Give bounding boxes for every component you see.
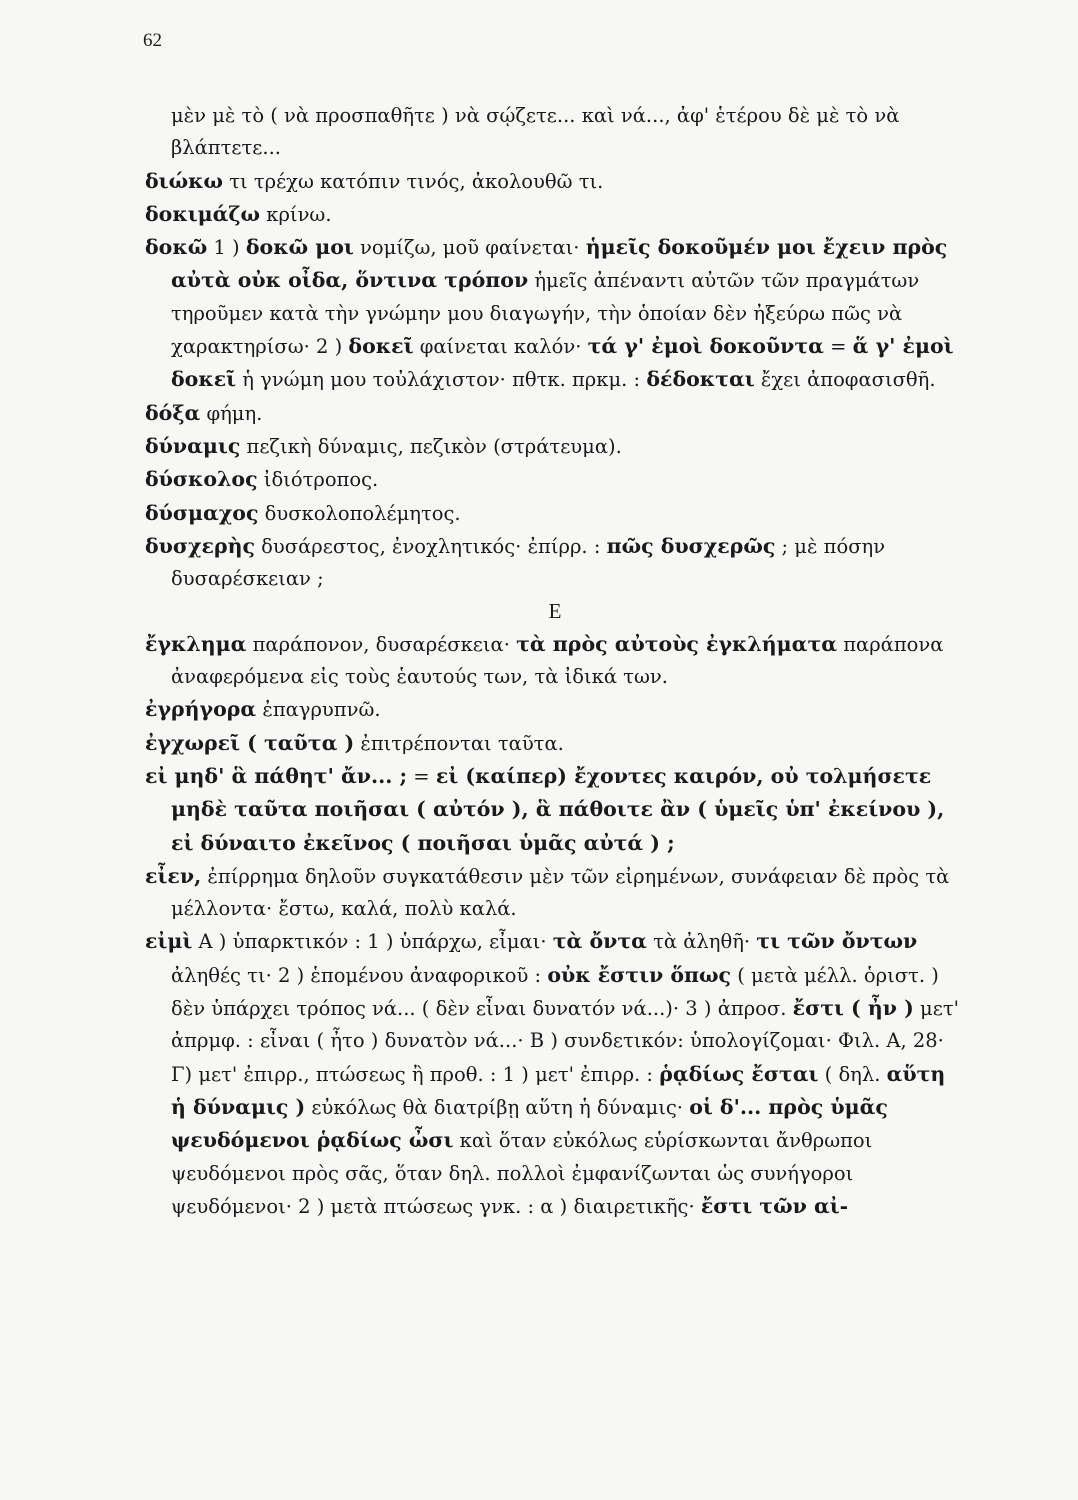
entry-headword: τά γ' ἐμοὶ δοκοῦντα xyxy=(587,334,824,359)
entry-text: κρίνω. xyxy=(260,202,332,226)
section-letter: Ε xyxy=(548,599,562,624)
dictionary-entry xyxy=(145,628,965,694)
dictionary-entries xyxy=(145,100,965,1223)
dictionary-entry xyxy=(145,430,965,463)
dictionary-entry xyxy=(145,693,965,726)
entry-text: δυσκολοπολέμητος. xyxy=(258,501,461,525)
dictionary-entry xyxy=(145,165,965,198)
entry-text: ἐπιτρέπονται ταῦτα. xyxy=(354,731,564,755)
entry-headword: δέδοκται xyxy=(646,367,755,392)
entry-headword: ἐγχωρεῖ ( ταῦτα ) xyxy=(145,730,355,755)
entry-text: τὰ ἀληθῆ· xyxy=(646,930,757,954)
entry-text: μετ' ἀπρμφ. : εἶναι ( ἦτο ) δυνατὸν νά...· Β ) συνδετικόν: ὑπολογίζομαι· Φιλ. Α, 28· Γ) μετ' ἐπιρρ., πτώσεως ἢ προθ. : 1 ) μετ' ἐπιρρ. : xyxy=(171,997,959,1086)
entry-headword: δύναμις xyxy=(145,433,241,458)
entry-headword: τὰ ὄντα xyxy=(552,929,647,954)
entry-text: εὐκόλως θὰ διατρίβῃ αὕτη ἡ δύναμις· xyxy=(305,1095,690,1119)
entry-text: ἐπίρρημα δηλοῦν συγκατάθεσιν μὲν τῶν εἰρημένων, συνάφειαν δὲ πρὸς τὰ μέλλοντα· ἔστω, καλά, πολὺ καλά. xyxy=(171,864,950,921)
entry-headword: ἔγκλημα xyxy=(145,631,247,656)
entry-text: ( μετὰ μέλλ. ὁριστ. ) δὲν ὑπάρχει τρόπος νά... ( δὲν εἶναι δυνατόν νά...)· 3 ) ἀπροσ. xyxy=(171,963,939,1021)
dictionary-entry xyxy=(145,463,965,496)
entry-text: = xyxy=(407,764,436,788)
entry-headword: δύσμαχος xyxy=(145,500,259,525)
entry-headword: δυσχερὴς xyxy=(145,533,255,558)
continued-entry xyxy=(145,100,965,165)
entry-headword: τι τῶν ὄντων xyxy=(756,929,918,954)
entry-text: ἡ γνώμη μου τοὐλάχιστον· πθτκ. πρκμ. : xyxy=(236,368,647,392)
entry-headword: δοκῶ xyxy=(145,235,208,260)
entry-headword: ἅ γ' ἐμοὶ δοκεῖ xyxy=(171,334,954,392)
entry-text: φαίνεται καλόν· xyxy=(413,335,588,359)
entry-headword: ἡμεῖς δοκοῦμέν μοι ἔχειν πρὸς αὐτὰ οὐκ οἶδα, ὅντινα τρόπον xyxy=(171,235,948,293)
entry-headword: ἔστι τῶν αἰ- xyxy=(700,1193,849,1218)
entry-headword: δοκεῖ xyxy=(348,334,414,359)
entry-text: Α ) ὑπαρκτικόν : 1 ) ὑπάρχω, εἶμαι· xyxy=(192,930,553,954)
entry-text: πεζικὴ δύναμις, πεζικὸν (στράτευμα). xyxy=(240,434,622,458)
entry-headword: πῶς δυσχερῶς xyxy=(606,533,776,558)
entry-headword: οἱ δ'... πρὸς ὑμᾶς ψευδόμενοι ῥᾳδίως ὦσι xyxy=(171,1094,888,1153)
entry-text: ἀληθές τι· 2 ) ἑπομένου ἀναφορικοῦ : xyxy=(171,963,548,987)
entry-headword: δοκῶ μοι xyxy=(245,235,354,260)
entry-headword: εἰ μηδ' ἃ πάθητ' ἄν... ; xyxy=(145,763,408,788)
entry-text: νομίζω, μοῦ φαίνεται· xyxy=(353,236,586,260)
entry-text: 1 ) xyxy=(207,236,246,260)
entry-text: δυσάρεστος, ἐνοχλητικός· ἐπίρρ. : xyxy=(254,534,607,558)
entry-headword: αὕτη ἡ δύναμις ) xyxy=(171,1061,946,1119)
entry-headword: ἔστι ( ἦν ) xyxy=(792,996,914,1021)
entry-headword: δοκιμάζω xyxy=(145,201,261,226)
dictionary-entry xyxy=(145,397,965,430)
entry-text: ἐπαγρυπνῶ. xyxy=(256,698,381,722)
entry-text: ( δηλ. xyxy=(818,1062,887,1086)
entry-text: παράπονον, δυσαρέσκεια· xyxy=(246,632,517,656)
entry-text: ἰδιότροπος. xyxy=(257,468,379,492)
entry-text: φήμη. xyxy=(200,401,263,425)
page-number: 62 xyxy=(143,30,162,51)
dictionary-entry xyxy=(145,530,965,596)
dictionary-entry xyxy=(145,231,965,396)
dictionary-entry xyxy=(145,860,965,926)
entry-headword: εἰμὶ xyxy=(145,929,193,954)
entry-headword: δόξα xyxy=(145,400,201,425)
entry-text: τι τρέχω κατόπιν τινός, ἀκολουθῶ τι. xyxy=(223,169,604,193)
entry-text: = xyxy=(823,335,853,359)
entry-text: ἔχει ἀποφασισθῆ. xyxy=(754,368,936,392)
dictionary-entry xyxy=(145,497,965,530)
entry-text: καὶ ὅταν εὐκόλως εὑρίσκωνται ἄνθρωποι ψευδόμενοι πρὸς σᾶς, ὅταν δηλ. πολλοὶ ἐμφανίζωνται ὡς συνήγοροι ψευδόμενοι· 2 ) μετὰ πτώσεως γνκ. : α ) διαιρετικῆς· xyxy=(171,1129,873,1218)
dictionary-entry xyxy=(145,760,965,860)
entry-text: ; μὲ πόσην δυσαρέσκειαν ; xyxy=(171,534,886,591)
entry-headword: ῥᾳδίως ἔσται xyxy=(659,1061,819,1086)
dictionary-entry xyxy=(145,925,965,1223)
entry-headword: ἐγρήγορα xyxy=(145,697,257,722)
entry-headword: δύσκολος xyxy=(145,467,258,492)
entry-headword: οὐκ ἔστιν ὅπως xyxy=(547,962,732,987)
entry-headword: εἰ (καίπερ) ἔχοντες καιρόν, οὐ τολμήσετε μηδὲ ταῦτα ποιῆσαι ( αὐτόν ), ἃ πάθοιτε ἂν ( ὑμεῖς ὑπ' ἐκείνου ), εἰ δύναιτο ἐκεῖνος ( ποιῆσαι ὑμᾶς αὐτά ) ; xyxy=(171,763,945,855)
entry-headword: τὰ πρὸς αὐτοὺς ἐγκλήματα xyxy=(516,631,838,656)
entry-text: ἡμεῖς ἀπέναντι αὐτῶν τῶν πραγμάτων τηροῦμεν κατὰ τὴν γνώμην μου διαγωγήν, τὴν ὁποίαν δὲν ἠξεύρω πῶς νὰ χαρακτηρίσω· 2 ) xyxy=(171,269,920,359)
entry-text: μὲν μὲ τὸ ( νὰ προσπαθῆτε ) νὰ σῴζετε... καὶ νά..., ἀφ' ἑτέρου δὲ μὲ τὸ νὰ βλάπτετε... xyxy=(171,104,900,160)
entry-headword: διώκω xyxy=(145,168,223,193)
entry-headword: εἶεν, xyxy=(145,863,202,888)
dictionary-entry xyxy=(145,198,965,231)
entry-text: παράπονα ἀναφερόμενα εἰς τοὺς ἑαυτούς των, τὰ ἰδικά των. xyxy=(171,632,944,689)
dictionary-entry xyxy=(145,727,965,760)
